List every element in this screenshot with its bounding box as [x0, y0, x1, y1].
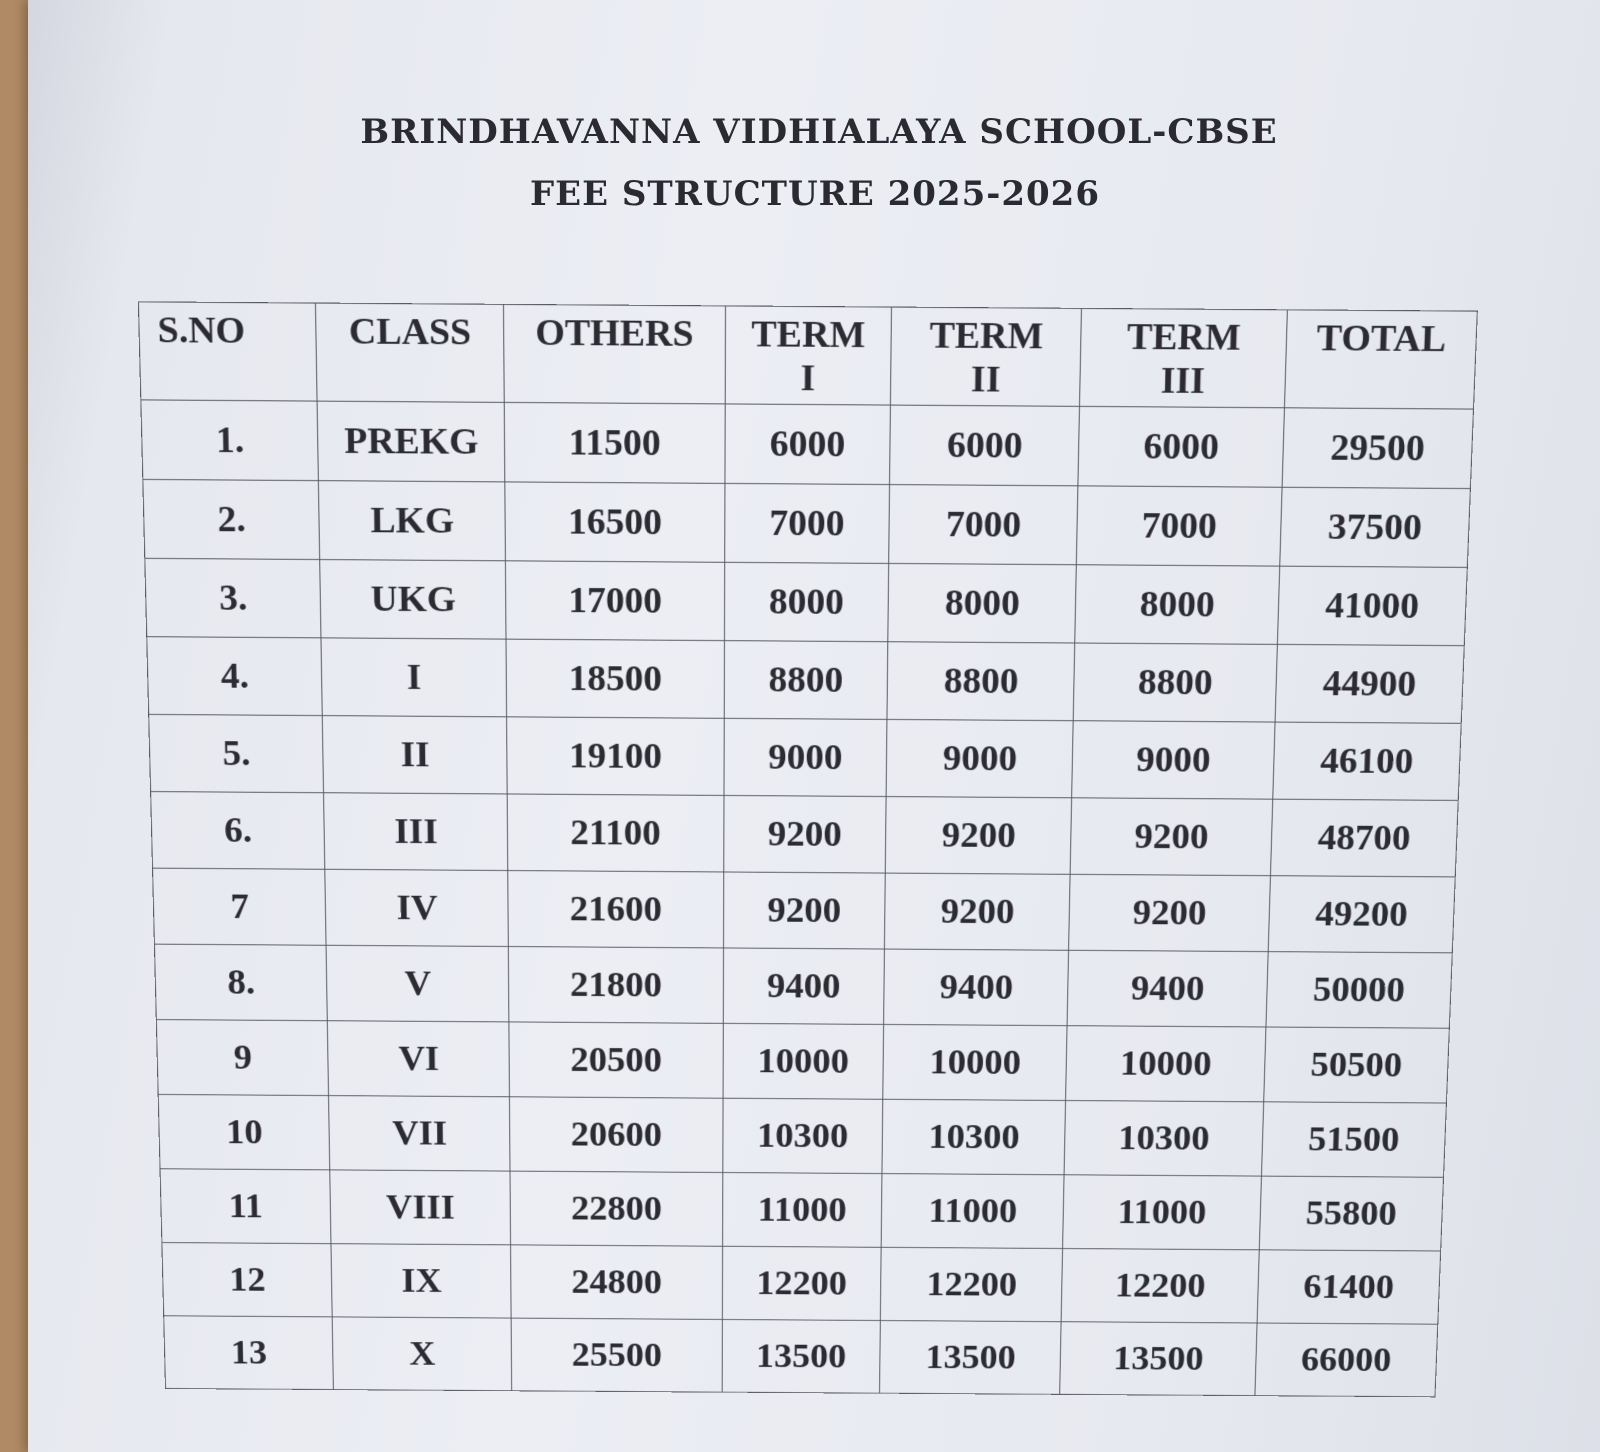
class-cell: X: [333, 1317, 512, 1391]
term-2-cell: 8800: [887, 642, 1075, 721]
table-row: [153, 868, 1456, 953]
class-cell: IX: [331, 1244, 511, 1318]
table-row: [149, 714, 1462, 800]
term-3-cell: 12200: [1061, 1249, 1259, 1323]
class-cell: IV: [325, 869, 508, 946]
term-3-cell: 10300: [1064, 1100, 1263, 1176]
header-term-2-line2: II: [970, 358, 1001, 401]
table-row: [162, 1243, 1441, 1325]
term-1-cell: 9200: [723, 872, 886, 949]
term-1-cell: 8000: [724, 562, 889, 641]
total-cell: 50500: [1264, 1027, 1450, 1103]
others-cell: 20500: [509, 1022, 723, 1098]
table-row: [151, 792, 1459, 877]
sno-cell: 2.: [143, 479, 320, 559]
term-2-cell: 9200: [885, 873, 1071, 950]
term-2-cell: 9400: [884, 949, 1069, 1026]
total-cell: 50000: [1266, 952, 1452, 1029]
total-cell: 37500: [1280, 487, 1471, 567]
total-cell: 66000: [1255, 1323, 1438, 1397]
header-term-3-line1: TERM: [1126, 316, 1242, 359]
term-2-cell: 10000: [883, 1024, 1067, 1100]
table-row: [145, 558, 1468, 645]
term-3-cell: 9200: [1070, 798, 1272, 876]
others-cell: 22800: [510, 1171, 722, 1246]
total-cell: 41000: [1277, 566, 1467, 646]
sno-cell: 3.: [145, 558, 322, 638]
others-cell: 17000: [506, 561, 725, 641]
term-3-cell: 6000: [1078, 406, 1284, 487]
others-cell: 25500: [511, 1318, 722, 1392]
total-cell: 61400: [1257, 1250, 1441, 1324]
table-row: [147, 637, 1465, 724]
header-total: TOTAL: [1284, 310, 1477, 409]
sno-cell: 9: [156, 1020, 329, 1096]
class-cell: V: [326, 945, 509, 1022]
header-row: [138, 302, 1477, 409]
table-row: [156, 1020, 1449, 1103]
term-1-cell: 12200: [722, 1246, 882, 1320]
table-row: [158, 1094, 1446, 1177]
sno-cell: 13: [164, 1316, 334, 1390]
term-3-cell: 8800: [1074, 643, 1278, 722]
header-term-1-line1: TERM: [751, 313, 866, 357]
term-1-cell: 10000: [723, 1023, 884, 1099]
sno-cell: 10: [158, 1094, 330, 1169]
sno-cell: 12: [162, 1243, 333, 1317]
term-1-cell: 7000: [724, 483, 890, 563]
term-3-cell: 7000: [1077, 486, 1282, 566]
header-others: OTHERS: [504, 304, 725, 404]
term-2-cell: 8000: [888, 563, 1076, 643]
term-1-cell: 11000: [722, 1173, 882, 1248]
fee-table-container: [138, 301, 1478, 1394]
header-term-2: [891, 307, 1082, 406]
term-2-cell: 6000: [890, 405, 1080, 486]
others-cell: 21100: [507, 794, 723, 872]
sno-cell: 4.: [147, 637, 323, 716]
fee-table: [138, 301, 1478, 1397]
header-term-3-line2: III: [1160, 360, 1206, 402]
total-cell: 49200: [1268, 876, 1455, 953]
term-3-cell: 8000: [1075, 565, 1280, 645]
term-1-cell: 8800: [724, 641, 888, 720]
term-3-cell: 13500: [1060, 1322, 1257, 1396]
header-sno: S.NO: [138, 302, 317, 401]
others-cell: 21800: [508, 947, 723, 1024]
header-term-2-line1: TERM: [929, 314, 1044, 358]
term-1-cell: 10300: [722, 1098, 883, 1173]
term-2-cell: 7000: [889, 485, 1078, 565]
term-3-cell: 10000: [1066, 1026, 1266, 1102]
document-header: [0, 112, 1600, 214]
class-cell: II: [323, 716, 508, 794]
sno-cell: 8.: [154, 944, 327, 1021]
total-cell: 29500: [1282, 408, 1473, 489]
total-cell: 55800: [1259, 1176, 1443, 1251]
header-class: CLASS: [316, 303, 505, 402]
others-cell: 16500: [505, 482, 725, 562]
term-1-cell: 9200: [723, 795, 886, 873]
header-term-3: [1080, 308, 1288, 407]
term-2-cell: 11000: [882, 1174, 1065, 1249]
table-row: [164, 1316, 1438, 1397]
total-cell: 44900: [1275, 644, 1464, 723]
sno-cell: 6.: [151, 792, 326, 870]
term-2-cell: 13500: [880, 1321, 1061, 1395]
term-3-cell: 9000: [1072, 721, 1275, 799]
class-cell: I: [321, 638, 506, 717]
total-cell: 46100: [1273, 722, 1461, 800]
class-cell: VI: [328, 1021, 510, 1097]
others-cell: 20600: [510, 1097, 723, 1173]
others-cell: 11500: [504, 402, 724, 483]
term-3-cell: 11000: [1063, 1175, 1262, 1250]
class-cell: PREKG: [317, 401, 505, 482]
table-row: [141, 400, 1474, 489]
class-cell: UKG: [320, 560, 506, 640]
others-cell: 18500: [506, 639, 724, 718]
sno-cell: 11: [160, 1169, 331, 1244]
sno-cell: 5.: [149, 714, 324, 792]
others-cell: 21600: [508, 871, 723, 948]
fee-table-body: [141, 400, 1474, 1397]
school-title: BRINDHAVANNA VIDHIALAYA SCHOOL-CBSE: [360, 112, 1278, 152]
term-1-cell: 9000: [724, 718, 888, 796]
header-term-1: [725, 306, 892, 405]
total-cell: 51500: [1261, 1102, 1446, 1177]
term-1-cell: 6000: [725, 404, 891, 485]
term-2-cell: 9000: [887, 719, 1074, 797]
sno-cell: 7: [153, 868, 327, 945]
term-2-cell: 9200: [886, 797, 1072, 875]
table-row: [143, 479, 1471, 567]
class-cell: VIII: [330, 1170, 511, 1245]
class-cell: III: [324, 793, 508, 871]
term-3-cell: 9400: [1067, 950, 1268, 1027]
fee-structure-subtitle: FEE STRUCTURE 2025-2026: [530, 174, 1100, 214]
table-row: [160, 1169, 1444, 1251]
sno-cell: 1.: [141, 400, 319, 481]
class-cell: VII: [329, 1096, 510, 1172]
others-cell: 19100: [507, 717, 724, 796]
term-1-cell: 13500: [722, 1319, 881, 1393]
term-2-cell: 10300: [882, 1099, 1066, 1175]
table-row: [154, 944, 1452, 1028]
term-3-cell: 9200: [1069, 874, 1271, 951]
class-cell: LKG: [319, 481, 506, 561]
term-2-cell: 12200: [881, 1247, 1063, 1321]
header-term-1-line2: I: [800, 357, 816, 400]
term-1-cell: 9400: [723, 948, 885, 1024]
others-cell: 24800: [511, 1245, 722, 1320]
total-cell: 48700: [1270, 799, 1458, 877]
